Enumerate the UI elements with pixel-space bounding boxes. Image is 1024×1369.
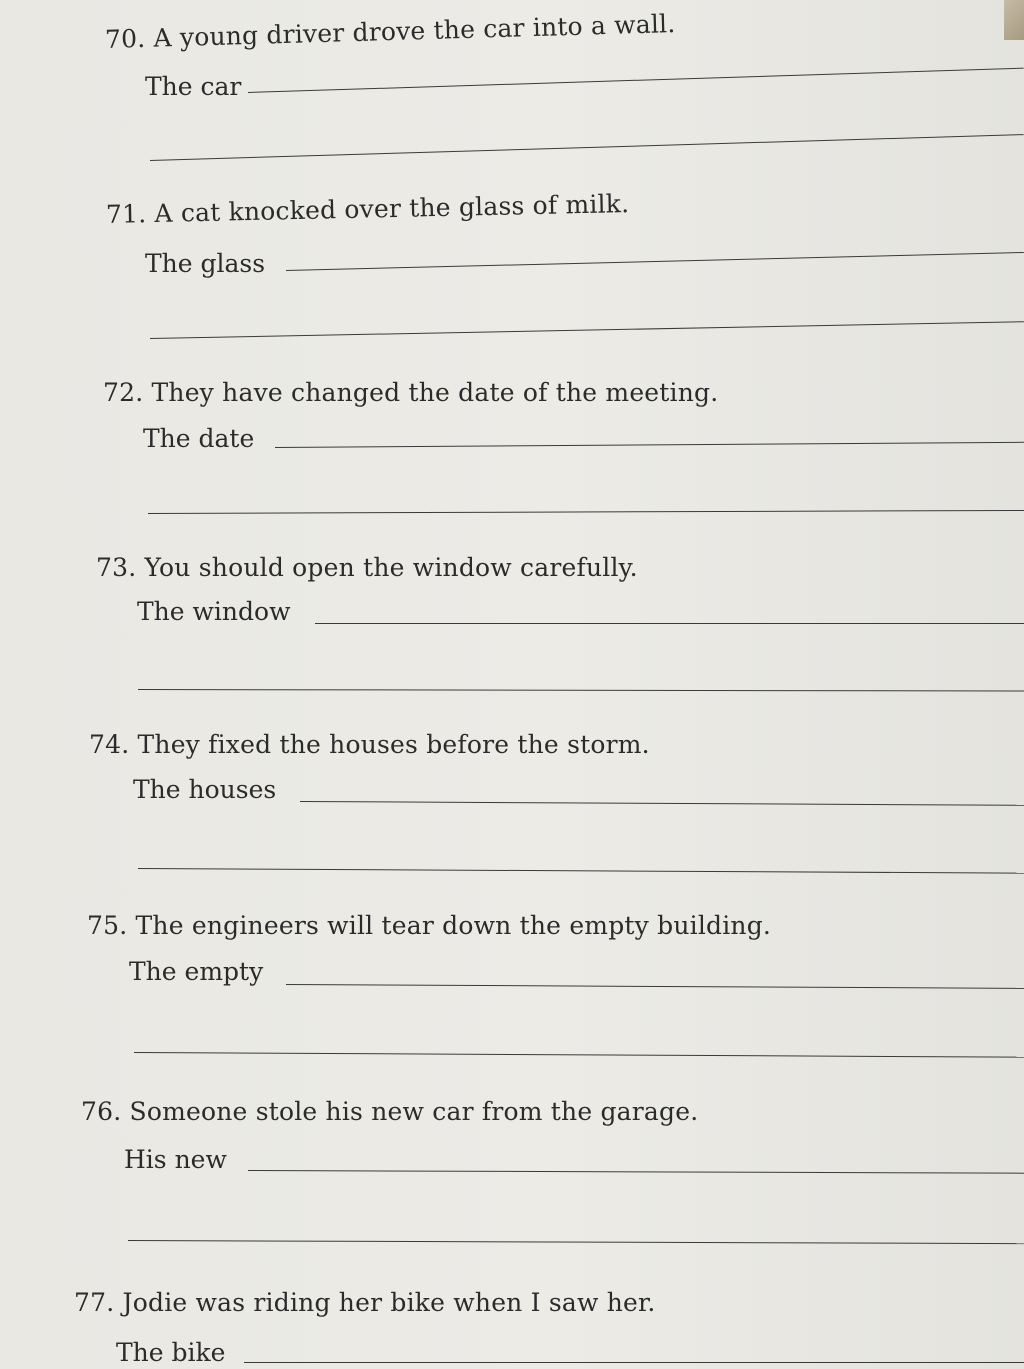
exercise-prompt	[74, 1288, 656, 1317]
exercise-prompt	[106, 189, 630, 229]
exercise-sentence: A cat knocked over the glass of milk.	[154, 189, 630, 228]
exercise-number: 77.	[74, 1288, 115, 1317]
exercise-number: 71.	[105, 199, 147, 229]
exercise-sentence: The engineers will tear down the empty building.	[135, 911, 772, 940]
exercise-prompt	[96, 553, 638, 582]
exercise-sentence: They fixed the houses before the storm.	[137, 730, 650, 759]
exercise-sentence: You should open the window carefully.	[144, 553, 638, 582]
exercise-number: 75.	[87, 911, 128, 940]
answer-starter: The houses	[133, 775, 277, 804]
exercise-number: 74.	[89, 730, 130, 759]
answer-starter: The date	[143, 424, 255, 453]
exercise-sentence: They have changed the date of the meeting.	[151, 378, 719, 407]
answer-line-2[interactable]	[150, 321, 1024, 339]
answer-starter: The window	[137, 597, 291, 626]
answer-starter: The bike	[116, 1338, 226, 1367]
answer-line-2[interactable]	[134, 1052, 1024, 1058]
answer-line-1[interactable]	[244, 1362, 1024, 1363]
exercise-prompt	[89, 730, 650, 759]
answer-line-1[interactable]	[275, 442, 1024, 448]
answer-line-1[interactable]	[300, 801, 1024, 806]
answer-line-2[interactable]	[148, 510, 1024, 514]
answer-starter: The empty	[129, 957, 264, 986]
answer-line-2[interactable]	[138, 868, 1024, 874]
exercise-sentence: Someone stole his new car from the garage.	[129, 1097, 699, 1126]
answer-starter: The car	[145, 72, 242, 101]
exercise-number: 76.	[81, 1097, 122, 1126]
answer-line-1[interactable]	[286, 984, 1024, 989]
answer-line-1[interactable]	[315, 623, 1024, 624]
exercise-sentence: A young driver drove the car into a wall.	[153, 9, 676, 53]
exercise-number: 70.	[104, 23, 146, 54]
exercise-prompt	[87, 911, 771, 940]
exercise-number: 72.	[103, 378, 144, 407]
answer-line-1[interactable]	[286, 252, 1024, 271]
exercise-prompt	[81, 1097, 698, 1126]
exercise-prompt	[103, 378, 718, 407]
exercise-number: 73.	[96, 553, 137, 582]
answer-line-2[interactable]	[138, 689, 1024, 692]
exercise-sentence: Jodie was riding her bike when I saw her.	[122, 1288, 656, 1317]
answer-line-1[interactable]	[248, 1170, 1024, 1174]
answer-starter: The glass	[145, 249, 266, 278]
answer-line-2[interactable]	[128, 1240, 1024, 1244]
answer-starter: His new	[124, 1145, 227, 1174]
